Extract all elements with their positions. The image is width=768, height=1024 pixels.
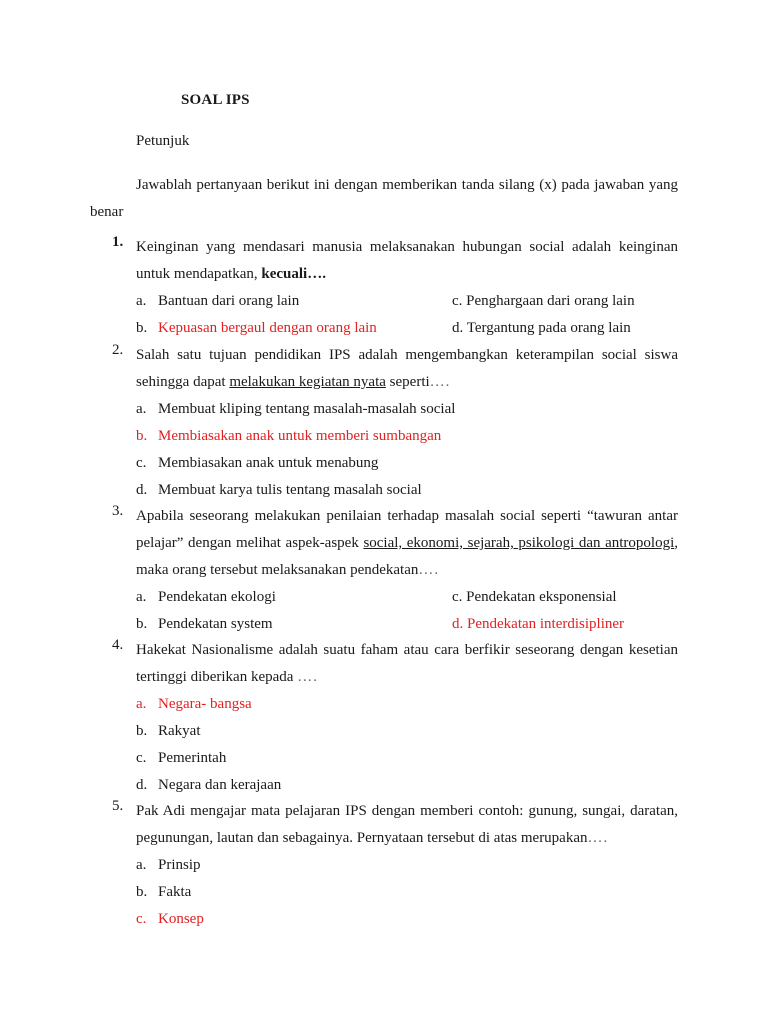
option-letter: b. xyxy=(136,616,148,632)
option-letter: d. xyxy=(452,320,464,336)
question-text-emphasis: kecuali…. xyxy=(261,266,326,282)
option-letter: d. xyxy=(452,616,464,632)
option-letter: a. xyxy=(136,401,147,417)
question-text-main: Salah satu tujuan pendidikan IPS adalah mengembangkan keterampilan social siswa sehingga dapat xyxy=(136,347,678,390)
option-letter: c. xyxy=(452,293,463,309)
option-text: Membiasakan anak untuk memberi sumbangan xyxy=(158,428,442,444)
option-d xyxy=(136,772,281,799)
option-letter: a. xyxy=(136,293,147,309)
option-c xyxy=(452,288,635,315)
option-b-correct xyxy=(136,315,377,342)
option-text: Membuat karya tulis tentang masalah social xyxy=(158,482,422,498)
option-letter: a. xyxy=(136,857,147,873)
option-text: Pendekatan ekologi xyxy=(158,589,276,605)
option-text: Negara dan kerajaan xyxy=(158,777,282,793)
question-text xyxy=(136,342,678,396)
option-text: Pendekatan system xyxy=(158,616,273,632)
question-text-tail: , maka orang tersebut melaksanakan pendekatan xyxy=(136,535,679,578)
question-text-underlined: melakukan kegiatan nyata xyxy=(229,374,386,390)
question-number: 4. xyxy=(112,637,124,653)
option-letter: a. xyxy=(136,589,147,605)
option-text: Membuat kliping tentang masalah-masalah social xyxy=(158,401,456,417)
option-d-correct xyxy=(452,611,624,638)
option-text: Bantuan dari orang lain xyxy=(158,293,300,309)
question-number: 2. xyxy=(112,342,124,358)
question-text-main: Apabila seseorang melakukan penilaian terhadap masalah social seperti “tawuran antar pelajar” dengan melihat aspek-aspek xyxy=(136,508,678,551)
question-number: 5. xyxy=(112,798,124,814)
question-text-tail: seperti xyxy=(385,374,430,390)
question-text-main: Hakekat Nasionalisme adalah suatu faham atau cara berfikir seseorang dengan kesetian tertinggi diberikan kepada xyxy=(136,642,678,685)
question-text xyxy=(136,503,678,584)
option-letter: c. xyxy=(452,589,463,605)
option-c xyxy=(136,450,378,477)
page-title: SOAL IPS xyxy=(181,92,250,108)
question-number: 1. xyxy=(112,234,124,250)
option-text: Konsep xyxy=(158,911,204,927)
option-a-correct xyxy=(136,691,252,718)
instructions-heading: Petunjuk xyxy=(136,133,190,149)
option-a xyxy=(136,288,299,315)
option-c xyxy=(452,584,617,611)
option-letter: c. xyxy=(136,455,147,471)
option-b xyxy=(136,611,273,638)
option-letter: c. xyxy=(136,750,147,766)
question-ellipsis: …. xyxy=(297,669,318,685)
option-b-correct xyxy=(136,423,441,450)
option-letter: b. xyxy=(136,884,148,900)
question-text xyxy=(136,234,678,288)
option-letter: a. xyxy=(136,696,147,712)
option-b xyxy=(136,879,191,906)
question-text xyxy=(136,798,678,852)
option-text: Pemerintah xyxy=(158,750,227,766)
question-text-main: Pak Adi mengajar mata pelajaran IPS dengan memberi contoh: gunung, sungai, daratan, pegunungan, lautan dan sebagainya. Pernyataan tersebut di atas merupakan xyxy=(136,803,678,846)
option-text: Penghargaan dari orang lain xyxy=(466,293,635,309)
option-d xyxy=(452,315,631,342)
option-a xyxy=(136,584,276,611)
option-text: Membiasakan anak untuk menabung xyxy=(158,455,379,471)
option-letter: b. xyxy=(136,428,148,444)
question-text-main: Keinginan yang mendasari manusia melaksanakan hubungan social adalah keinginan untuk mendapatkan, xyxy=(136,239,678,282)
option-letter: b. xyxy=(136,723,148,739)
option-d xyxy=(136,477,422,504)
question-ellipsis: …. xyxy=(587,830,609,846)
option-letter: b. xyxy=(136,320,148,336)
option-a xyxy=(136,396,455,423)
option-text: Pendekatan eksponensial xyxy=(466,589,617,605)
option-text: Kepuasan bergaul dengan orang lain xyxy=(158,320,377,336)
question-text xyxy=(136,637,678,691)
option-letter: d. xyxy=(136,482,148,498)
option-text: Rakyat xyxy=(158,723,201,739)
option-letter: c. xyxy=(136,911,147,927)
option-text: Prinsip xyxy=(158,857,201,873)
option-c-correct xyxy=(136,906,204,933)
question-number: 3. xyxy=(112,503,124,519)
question-ellipsis: …. xyxy=(429,374,451,390)
option-b xyxy=(136,718,201,745)
option-text: Fakta xyxy=(158,884,192,900)
option-text: Tergantung pada orang lain xyxy=(466,320,631,336)
option-text: Pendekatan interdisipliner xyxy=(467,616,625,632)
question-text-underlined: social, ekonomi, sejarah, psikologi dan antropologi xyxy=(363,535,675,551)
option-letter: d. xyxy=(136,777,148,793)
instructions-text: Jawablah pertanyaan berikut ini dengan memberikan tanda silang (x) pada jawaban yang benar xyxy=(90,177,678,220)
question-ellipsis: …. xyxy=(418,562,440,578)
option-a xyxy=(136,852,201,879)
option-text: Negara- bangsa xyxy=(158,696,252,712)
option-c xyxy=(136,745,226,772)
